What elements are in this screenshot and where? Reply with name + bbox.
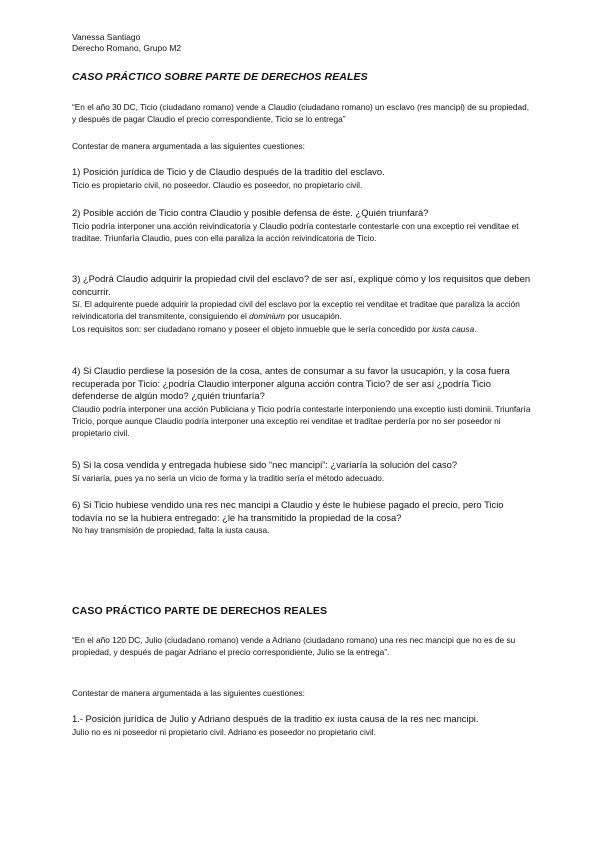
answer-3-text-b: por usucapión.	[285, 311, 342, 322]
case1-answer-6: No hay transmisión de propiedad, falta la iusta causa.	[72, 525, 270, 536]
case2-title: CASO PRÁCTICO PARTE DE DERECHOS REALES	[72, 605, 328, 617]
case1-question-5-block	[72, 459, 532, 484]
case1-answer-1: Ticio es propietario civil, no poseedor. Claudio es poseedor, no propietario civil.	[72, 179, 363, 190]
answer-3-text-a: Sí. El adquirente puede adquirir la propiedad civil del esclavo por la exceptio rei venditae et traditae que paraliza la acción reivindicatoria del transmitente, consiguiendo el	[72, 299, 520, 322]
case1-title: CASO PRÁCTICO SOBRE PARTE DE DERECHOS REALES	[72, 71, 368, 83]
case1-question-4-block	[72, 365, 532, 439]
case1-instruction: Contestar de manera argumentada a las siguientes cuestiones:	[72, 141, 305, 151]
requisites-text-b: .	[474, 323, 477, 334]
case2-instruction: Contestar de manera argumentada a las siguientes cuestiones:	[72, 688, 305, 698]
case1-question-1: 1) Posición jurídica de Ticio y de Claudio después de la traditio del esclavo.	[72, 166, 385, 177]
case1-answer-3-requisites	[72, 323, 532, 335]
case1-question-2-block	[72, 207, 532, 244]
case2-question-1-block	[72, 713, 532, 738]
case1-answer-5: Sí variaría, pues ya no sería un vicio de forma y la traditio sería el método adecuado.	[72, 472, 385, 483]
case2-statement: “En el año 120 DC, Julio (ciudadano romano) vende a Adriano (ciudadano romano) una res nec mancipi que no es de su propiedad, y después de pagar Adriano el precio correspondiente, Julio se la entrega”.	[72, 635, 516, 658]
author-block	[72, 32, 181, 54]
case1-answer-4: Claudio podría interponer una acción Publiciana y Ticio podría contestarle interponiendo una exceptio iusti dominii. Triunfaría Tricio, porque aunque Claudio podría interponer una exceptio rei venditae et traditae perdería por no ser poseedor ni propietario civil.	[72, 403, 531, 439]
case1-answer-2: Ticio podría interponer una acción reivindicatoria y Claudio podría contestarle contestarle con una exceptio rei venditae et traditae. Triunfaría Claudio, pues con ella paraliza la acción reivindicatoria de Ticio.	[72, 220, 519, 243]
case1-question-3: 3) ¿Podrá Claudio adquirir la propiedad civil del esclavo? de ser así, explique cómo y los requisitos que deben concurrir.	[72, 273, 531, 297]
case1-question-5: 5) Si la cosa vendida y entregada hubiese sido “nec mancipi”: ¿variaría la solución del caso?	[72, 459, 458, 470]
dominium-term: dominium	[249, 311, 286, 322]
case1-question-6: 6) Si Ticio hubiese vendido una res nec mancipi a Claudio y éste le hubiese pagado el precio, pero Ticio todavía no se la hubiera entregado: ¿le ha transmitido la propiedad de la cosa?	[72, 499, 504, 523]
author-name: Vanessa Santiago	[72, 32, 141, 42]
case1-question-2: 2) Posible acción de Ticio contra Claudio y posible defensa de éste. ¿Quién triunfará?	[72, 207, 429, 218]
case2-answer-1: Julio no es ni poseedor ni propietario civil. Adriano es poseedor no propietario civil.	[72, 726, 376, 737]
case2-question-1: 1.- Posición jurídica de Julio y Adriano después de la traditio ex iusta causa de la res nec mancipi.	[72, 713, 479, 724]
case1-question-6-block	[72, 499, 532, 536]
case1-answer-3	[72, 298, 532, 322]
case1-question-3-block	[72, 273, 532, 335]
case1-question-1-block	[72, 166, 532, 191]
case1-question-4: 4) Si Claudio perdiese la posesión de la cosa, antes de consumar a su favor la usucapión, y la cosa fuera recuperada por Ticio: ¿podría Claudio interponer alguna acción contra Ticio? de ser así ¿podría Ticio defenderse de algún modo? ¿quién triunfaría?	[72, 365, 510, 402]
iusta-causa-term: iusta causa	[432, 323, 475, 334]
case1-statement: “En el año 30 DC, Ticio (ciudadano romano) vende a Claudio (ciudadano romano) un esclavo (res mancipi) de su propiedad, y después de pagar Claudio el precio correspondiente, Ticio se lo entrega”	[72, 102, 530, 125]
author-course: Derecho Romano, Grupo M2	[72, 43, 182, 53]
requisites-text-a: Los requisitos son: ser ciudadano romano y poseer el objeto inmueble que le sería concedido por	[72, 323, 433, 334]
